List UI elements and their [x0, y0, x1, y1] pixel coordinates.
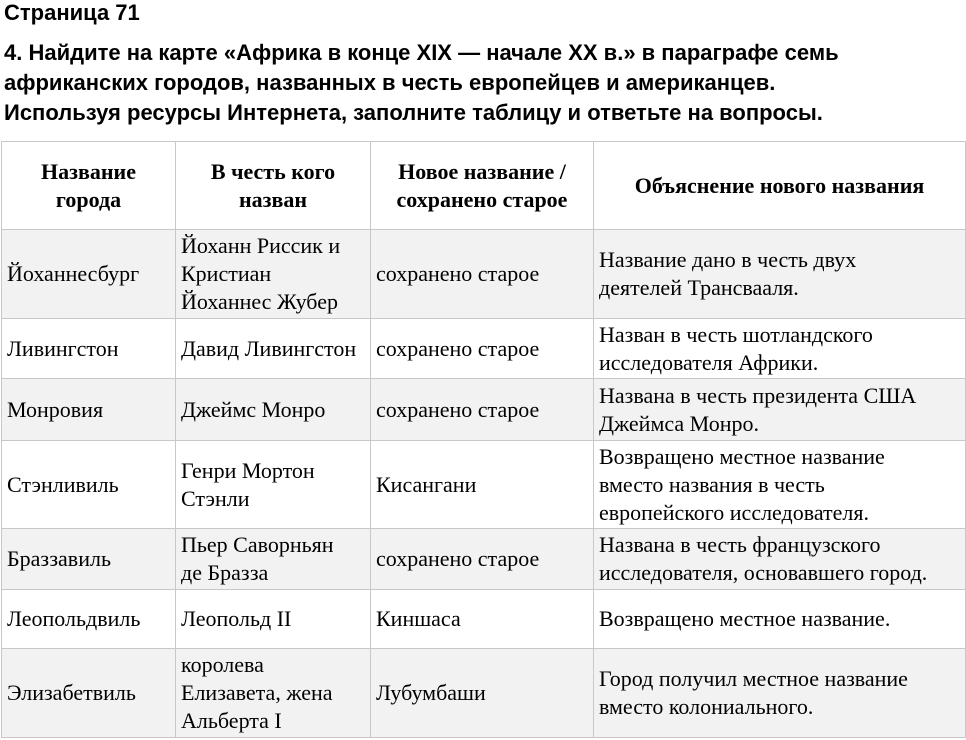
table-row: [2, 230, 966, 319]
cell-line: сохранено старое: [376, 335, 540, 361]
cell-line: Стэнливиль: [7, 471, 119, 497]
cell-line: королева: [181, 652, 264, 677]
cell-line: исследователя, основавшего город.: [599, 560, 928, 585]
cell-city: [2, 379, 176, 441]
cell-line: исследователя Африки.: [599, 349, 819, 375]
cell-line: Йоханн Риссик и: [181, 233, 341, 258]
cell-explanation: [594, 529, 966, 590]
cell-status: [371, 649, 594, 738]
cell-line: Название дано в честь двух: [599, 247, 857, 272]
cell-line: Стэнли: [181, 485, 250, 511]
table-row: [2, 649, 966, 738]
cell-line: Ливингстон: [7, 335, 119, 361]
cell-explanation: [594, 590, 966, 649]
cell-status: [371, 590, 594, 649]
table-header-row: [2, 142, 966, 230]
cell-line: Названа в честь французского: [599, 532, 881, 557]
task-line: африканских городов, названных в честь европейцев и американцев.: [4, 70, 776, 95]
cell-line: Елизавета, жена: [181, 680, 333, 705]
cell-named-after: [176, 441, 371, 529]
cell-line: Джеймса Монро.: [599, 410, 759, 436]
cell-named-after: [176, 230, 371, 319]
cell-line: назван: [238, 186, 308, 212]
header-named-after: [176, 142, 371, 230]
cell-line: сохранено старое: [376, 546, 540, 571]
cell-explanation: [594, 230, 966, 319]
cell-city: [2, 441, 176, 529]
cell-line: сохранено старое: [376, 261, 540, 286]
cell-line: Кисангани: [376, 471, 477, 497]
cell-line: деятелей Трансвааля.: [599, 275, 799, 300]
table-row: [2, 379, 966, 441]
cell-line: европейского исследователя.: [599, 499, 869, 525]
table-row: [2, 529, 966, 590]
cell-line: Элизабетвиль: [7, 680, 136, 705]
task-line: Используя ресурсы Интернета, заполните таблицу и ответьте на вопросы.: [4, 100, 823, 125]
cell-status: [371, 319, 594, 379]
cell-city: [2, 590, 176, 649]
cell-line: вместо названия в честь: [599, 471, 825, 497]
cell-line: Возвращено местное название.: [599, 606, 891, 631]
cell-line: Йоханнесбург: [7, 261, 140, 286]
cell-line: Кристиан: [181, 261, 272, 286]
cell-named-after: [176, 649, 371, 738]
cell-line: Возвращено местное название: [599, 443, 885, 469]
cell-named-after: [176, 590, 371, 649]
cell-line: Леопольдвиль: [7, 606, 141, 631]
answer-table: [1, 141, 966, 738]
cell-explanation: [594, 319, 966, 379]
header-status: [371, 142, 594, 230]
cell-line: Леопольд II: [181, 606, 292, 631]
cell-named-after: [176, 379, 371, 441]
cell-line: де Бразза: [181, 560, 269, 585]
cell-line: Название: [41, 158, 136, 184]
cell-explanation: [594, 649, 966, 738]
task-text: [4, 38, 962, 128]
cell-line: Киншаса: [376, 606, 461, 631]
cell-city: [2, 529, 176, 590]
cell-line: Город получил местное название: [599, 666, 908, 691]
cell-line: Джеймс Монро: [181, 396, 326, 422]
header-explanation: [594, 142, 966, 230]
table-row: [2, 441, 966, 529]
cell-status: [371, 441, 594, 529]
cell-city: [2, 230, 176, 319]
cell-explanation: [594, 379, 966, 441]
cell-line: города: [55, 186, 122, 212]
cell-line: Пьер Саворньян: [181, 532, 334, 557]
cell-line: сохранено старое: [376, 396, 540, 422]
cell-line: Названа в честь президента США: [599, 382, 917, 408]
cell-line: Лубумбаши: [376, 680, 486, 705]
cell-line: Альберта I: [181, 708, 282, 733]
table-row: [2, 590, 966, 649]
cell-status: [371, 529, 594, 590]
cell-line: Браззавиль: [7, 546, 111, 571]
cell-line: Генри Мортон: [181, 457, 315, 483]
header-city: [2, 142, 176, 230]
cell-line: Давид Ливингстон: [181, 335, 357, 361]
cell-line: Йоханнес Жубер: [181, 289, 338, 314]
cell-line: Объяснение нового названия: [634, 172, 925, 198]
cell-line: вместо колониального.: [599, 694, 814, 719]
cell-explanation: [594, 441, 966, 529]
cell-named-after: [176, 529, 371, 590]
task-line: 4. Найдите на карте «Африка в конце XIX — начале XX в.» в параграфе семь: [4, 40, 839, 65]
cell-city: [2, 649, 176, 738]
page-title: Страница 71: [4, 0, 140, 25]
cell-line: Назван в честь шотландского: [599, 321, 873, 347]
cell-line: В честь кого: [210, 158, 336, 184]
cell-status: [371, 379, 594, 441]
cell-line: сохранено старое: [396, 186, 568, 212]
cell-city: [2, 319, 176, 379]
cell-status: [371, 230, 594, 319]
table-row: [2, 319, 966, 379]
cell-named-after: [176, 319, 371, 379]
cell-line: Монровия: [7, 396, 104, 422]
cell-line: Новое название /: [398, 158, 566, 184]
